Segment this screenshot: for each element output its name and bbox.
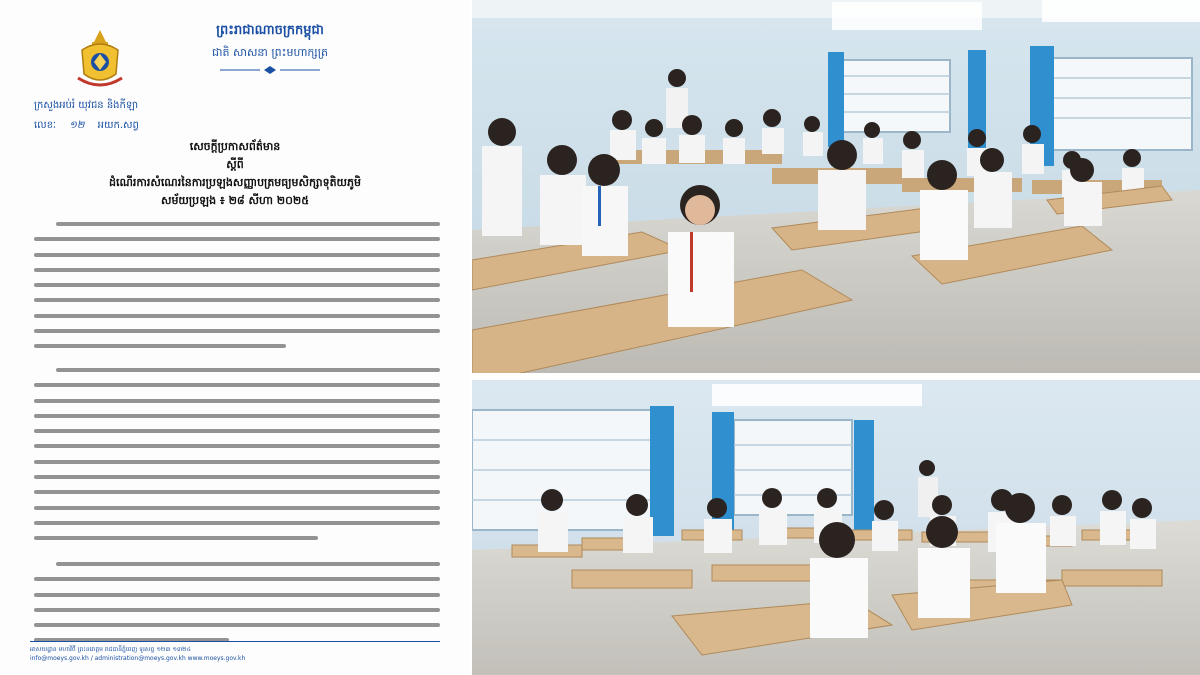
body-paragraph-1 bbox=[34, 216, 440, 354]
footer-address: អាសយដ្ឋាន មហាវិថី ព្រះនរោត្តម រាជធានីភ្នំពេញ ទូរសព្ទ ១២៣ ១៣២៤ bbox=[30, 646, 191, 653]
exam-room-photo-bottom bbox=[472, 380, 1200, 675]
document-footer bbox=[30, 645, 440, 663]
body-paragraph-2 bbox=[34, 362, 440, 546]
document-subject-label: ស្ដីពី bbox=[226, 158, 244, 171]
reference-value: ១២ bbox=[69, 120, 85, 131]
press-release-document bbox=[0, 0, 470, 675]
exam-photos bbox=[472, 0, 1200, 675]
ministry-name: ក្រសួងអប់រំ យុវជន និងកីឡា bbox=[34, 100, 139, 111]
motto-ornament-icon bbox=[220, 66, 320, 74]
reference-prefix: លេខៈ bbox=[34, 120, 57, 131]
footer-contacts: info@moeys.gov.kh / administration@moeys.gov.kh www.moeys.gov.kh bbox=[30, 655, 246, 662]
national-motto: ជាតិ សាសនា ព្រះមហាក្សត្រ bbox=[212, 46, 328, 59]
ministry-emblem-icon bbox=[72, 28, 128, 94]
exam-session-date: សម័យប្រឡង ៖ ២៨ សីហា ២០២៥ bbox=[160, 194, 310, 207]
body-paragraph-3 bbox=[34, 556, 440, 648]
exam-room-photo-top bbox=[472, 0, 1200, 375]
reference-number bbox=[34, 118, 139, 133]
document-subject: ដំណើរការសំណេរនៃការប្រឡងសញ្ញាបត្រមធ្យមសិក្សាទុតិយភូមិ bbox=[108, 176, 361, 189]
reference-suffix: អយក.សព្វ bbox=[97, 120, 139, 131]
kingdom-title: ព្រះរាជាណាចក្រកម្ពុជា bbox=[216, 23, 324, 38]
document-title: សេចក្ដីប្រកាសព័ត៌មាន bbox=[189, 140, 281, 153]
footer-divider bbox=[30, 641, 440, 642]
